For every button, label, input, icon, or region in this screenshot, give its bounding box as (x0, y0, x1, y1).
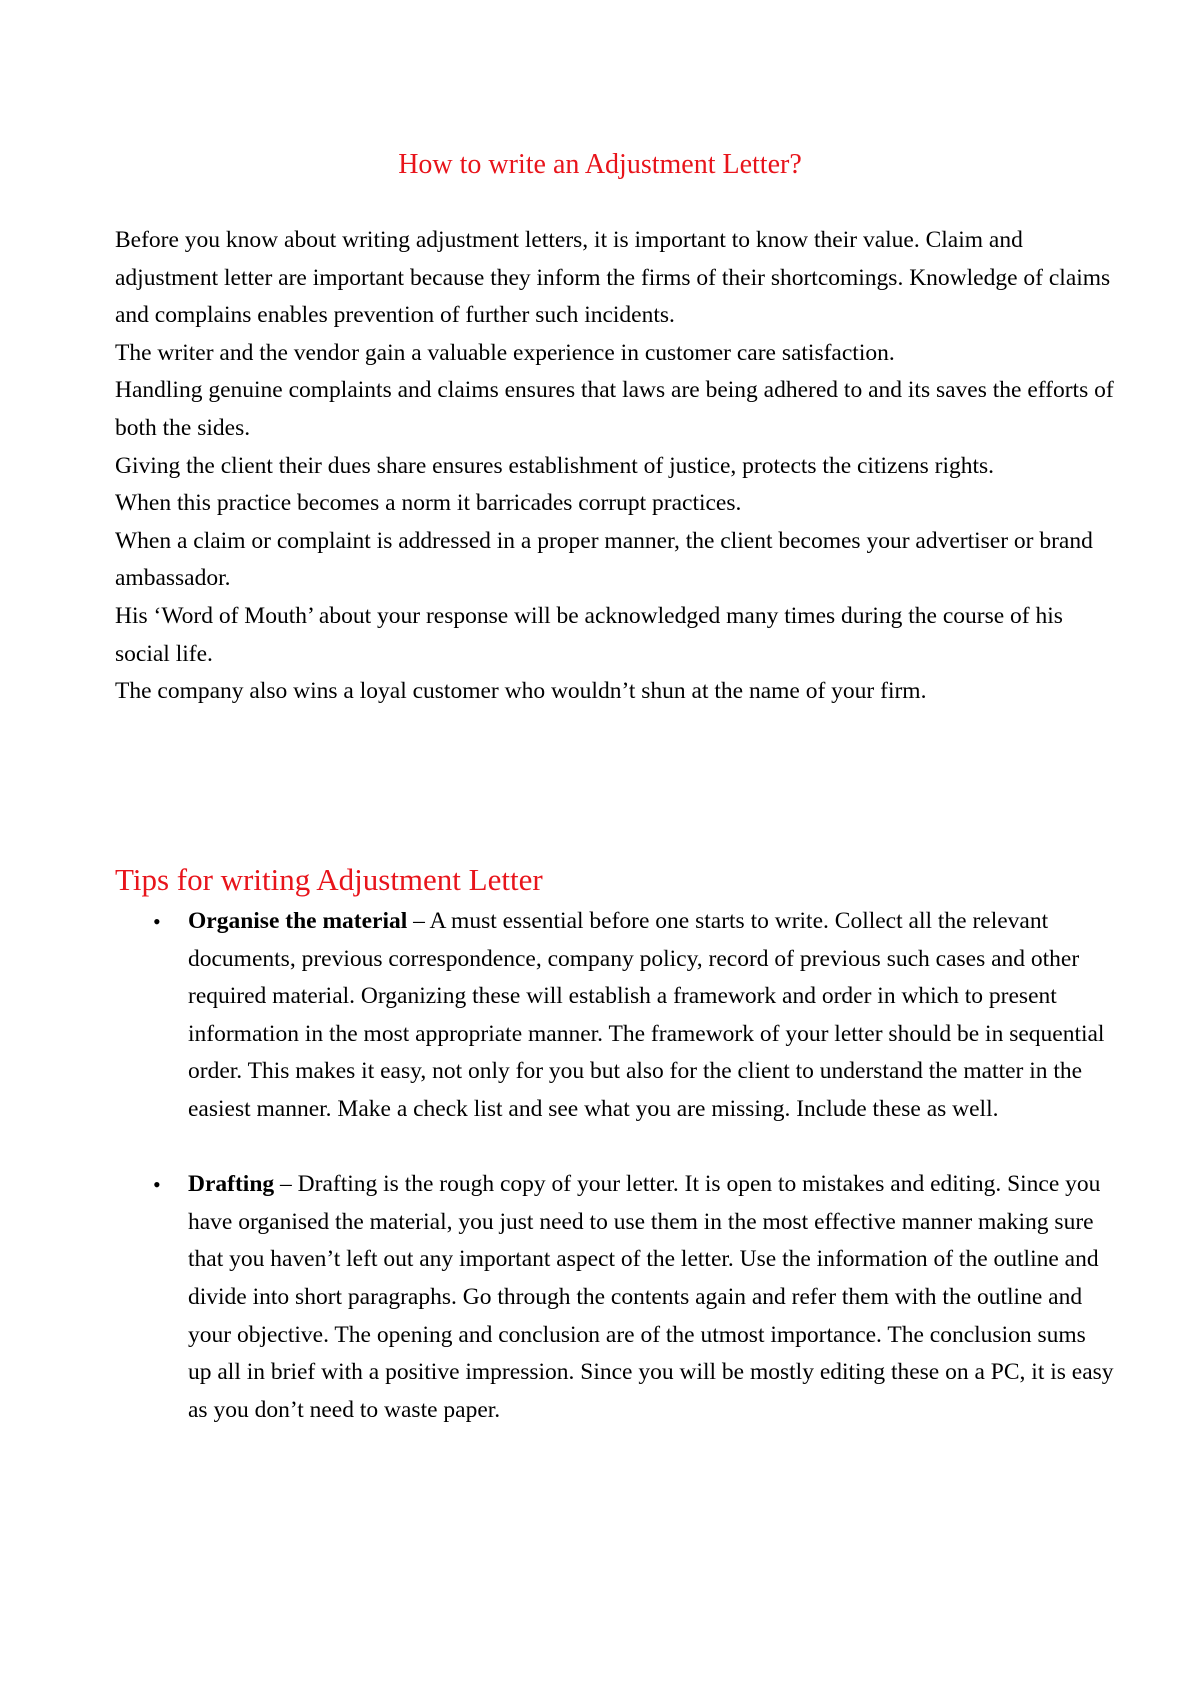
intro-section (115, 222, 1115, 711)
intro-paragraph: When a claim or complaint is addressed in a proper manner, the client becomes your advertiser or brand ambassador. (115, 527, 1093, 592)
intro-paragraph: Before you know about writing adjustment letters, it is important to know their value. Claim and adjustment letter are important because they inform the firms of their shortcomings. Knowledge of claims and complains enables prevention of further such incidents. (115, 227, 1111, 329)
intro-paragraph: His ‘Word of Mouth’ about your response will be acknowledged many times during the course of his social life. (115, 602, 1063, 667)
intro-paragraph: When this practice becomes a norm it barricades corrupt practices. (115, 490, 742, 517)
intro-paragraph: The writer and the vendor gain a valuable experience in customer care satisfaction. (115, 339, 895, 366)
tip-text: – Drafting is the rough copy of your letter. It is open to mistakes and editing. Since you have organised the material, you just need to use them in the most effective manner making sure that you haven’t left out any important aspect of the letter. Use the information of the outline and divide into short paragraphs. Go through the contents again and refer them with the outline and your objective. The opening and conclusion are of the utmost importance. The conclusion sums up all in brief with a positive impression. Since you will be mostly editing these on a PC, it is easy as you don’t need to waste paper. (188, 1171, 1114, 1423)
bullet-icon: • (153, 909, 161, 934)
intro-paragraph: Handling genuine complaints and claims ensures that laws are being adhered to and its saves the efforts of both the sides. (115, 377, 1114, 441)
tip-item (115, 903, 1115, 1129)
intro-paragraph: Giving the client their dues share ensures establishment of justice, protects the citizens rights. (115, 452, 995, 479)
tip-text: – A must essential before one starts to write. Collect all the relevant documents, previous correspondence, company policy, record of previous such cases and other required material. Organizing these will establish a framework and order in which to present information in the most appropriate manner. The framework of your letter should be in sequential order. This makes it easy, not only for you but also for the client to understand the matter in the easiest manner. Make a check list and see what you are missing. Include these as well. (188, 908, 1105, 1122)
tip-term: Drafting (188, 1171, 275, 1198)
tip-item (115, 1166, 1115, 1429)
tips-list (115, 903, 1115, 1429)
tip-term: Organise the material (188, 908, 408, 934)
page-title: How to write an Adjustment Letter? (398, 149, 802, 180)
intro-paragraph: The company also wins a loyal customer who wouldn’t shun at the name of your firm. (115, 678, 927, 705)
tips-heading: Tips for writing Adjustment Letter (115, 862, 543, 897)
bullet-icon: • (153, 1172, 161, 1198)
